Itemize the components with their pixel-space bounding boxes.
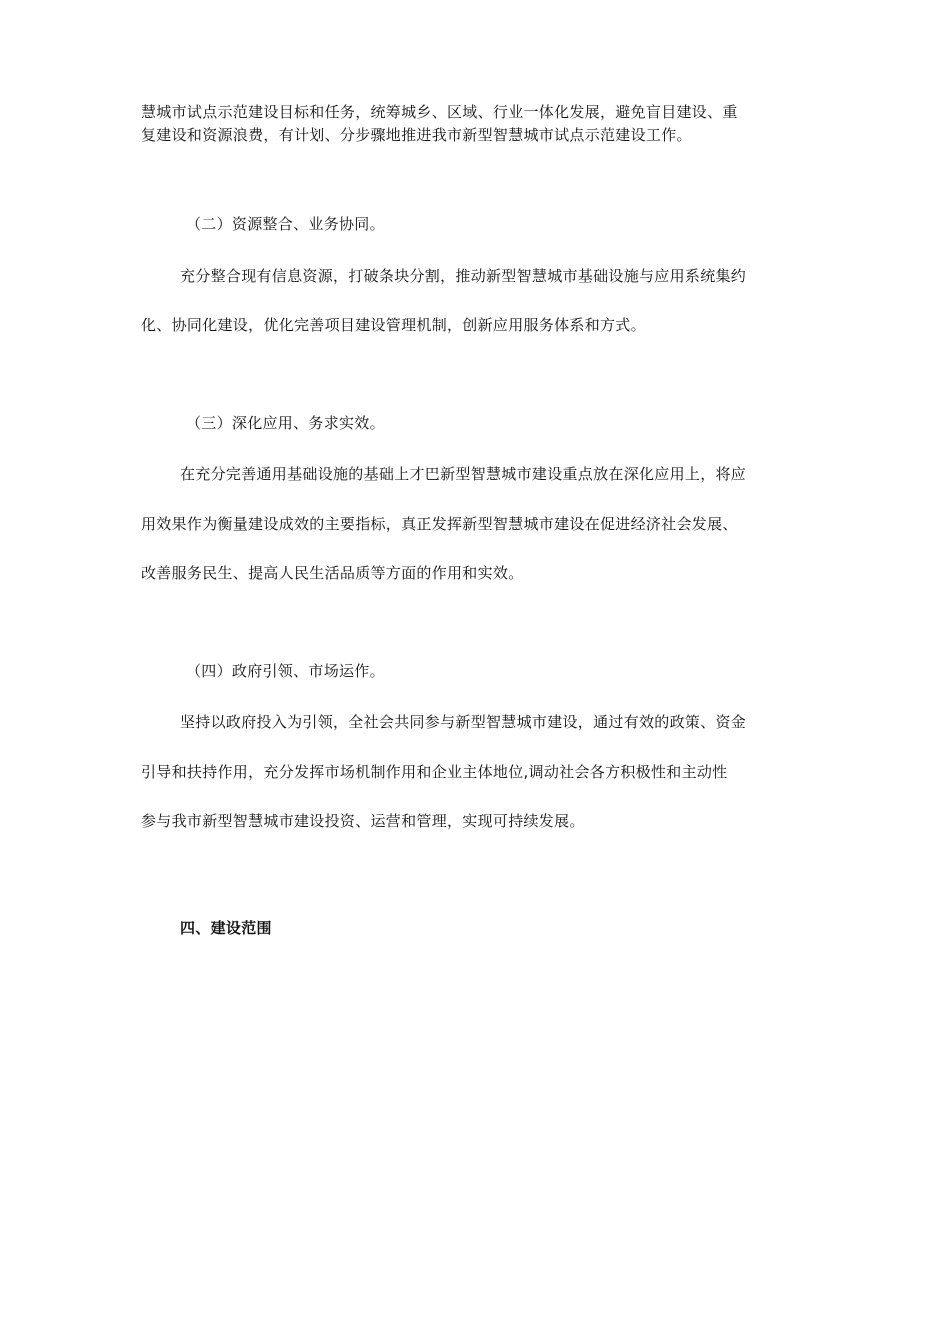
paragraph-line: 坚持以政府投入为引领，全社会共同参与新型智慧城市建设，通过有效的政策、资金 (180, 713, 747, 731)
paragraph-line: 用效果作为衡量建设成效的主要指标，真正发挥新型智慧城市建设在促进经济社会发展、 (141, 515, 738, 533)
section-title: （二）资源整合、业务协同。 (186, 215, 385, 233)
section-title: （四）政府引领、市场运作。 (186, 662, 385, 680)
section-title: （三）深化应用、务求实效。 (186, 414, 385, 432)
paragraph-line: 化、协同化建设，优化完善项目建设管理机制，创新应用服务体系和方式。 (141, 316, 646, 334)
paragraph-line: 在充分完善通用基础设施的基础上才巴新型智慧城市建设重点放在深化应用上，将应 (180, 465, 747, 483)
paragraph-line: 参与我市新型智慧城市建设投资、运营和管理，实现可持续发展。 (141, 812, 585, 830)
paragraph-line: 改善服务民生、提高人民生活品质等方面的作用和实效。 (141, 564, 524, 582)
paragraph-line: 充分整合现有信息资源，打破条块分割，推动新型智慧城市基础设施与应用系统集约 (180, 267, 747, 285)
chapter-heading: 四、建设范围 (180, 919, 272, 937)
paragraph-line: 引导和扶持作用，充分发挥市场机制作用和企业主体地位,调动社会各方积极性和主动性 (141, 763, 728, 781)
paragraph-line: 慧城市试点示范建设目标和任务，统筹城乡、区域、行业一体化发展，避免盲目建设、重 (141, 103, 738, 121)
paragraph-line: 复建设和资源浪费，有计划、分步骤地推进我市新型智慧城市试点示范建设工作。 (141, 126, 692, 144)
